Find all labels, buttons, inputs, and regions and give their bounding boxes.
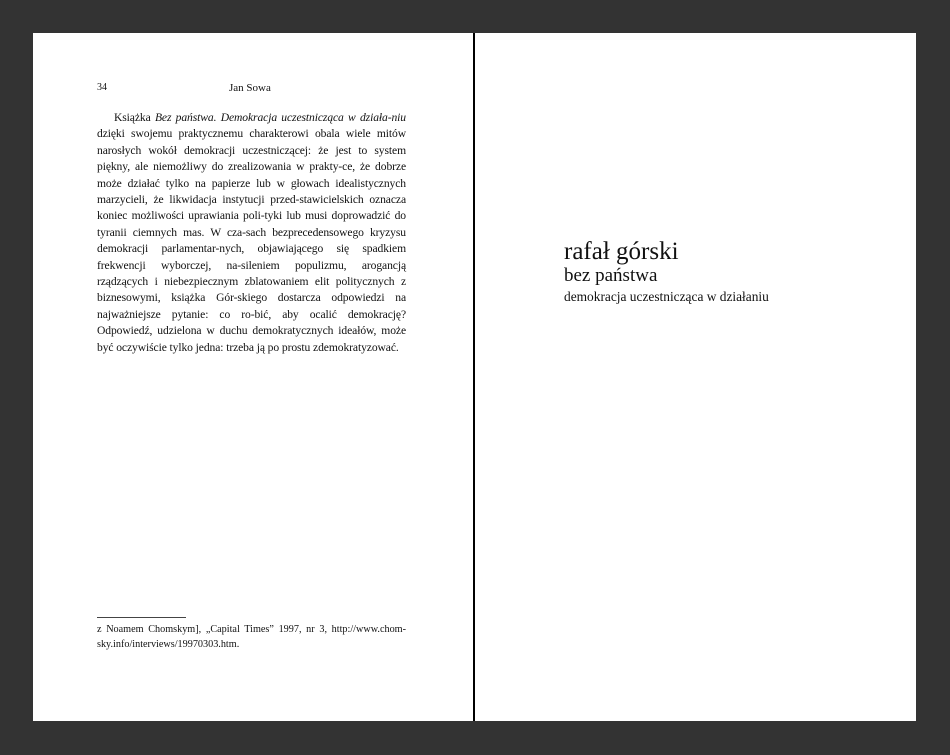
left-page: [33, 33, 474, 721]
paragraph-book-title: Bez państwa. Demokracja uczestnicząca w działa-niu: [154, 111, 406, 124]
paragraph-lead: Książka: [114, 111, 155, 124]
right-page: [475, 33, 916, 721]
book-title: bez państwa: [564, 265, 658, 286]
page-number: 34: [97, 82, 107, 93]
body-paragraph: [97, 110, 406, 356]
book-subtitle: demokracja uczestnicząca w działaniu: [564, 289, 769, 304]
paragraph-rest: dzięki swojemu praktycznemu charakterowi obala wiele mitów narosłych wokół demokracji uczestniczącej: że jest to system piękny, ale niemożliwy do zrealizowania w prakty-ce, że dobrze może działać tylko na papierze lub w głowach idealistycznych marzycieli, że likwidacja instytucji przed-stawicielskich oznacza koniec możliwości uprawiania poli-tyki lub musi doprowadzić do tyranii ciemnych mas. W cza-sach bezprecedensowego kryzysu demokracji parlamentar-nych, objawiającego się spadkiem frekwencji wyborczej, na-sileniem populizmu, arogancją rządzących i niebezpiecznym zblatowaniem elit politycznych z biznesowymi, książka Gór-skiego dostarcza odpowiedzi na najważniejsze pytanie: co ro-bić, aby ocalić demokrację? Odpowiedź, udzielona w duchu demokratycznych ideałów, może być oczywiście tylko jedna: trzeba ją po prostu zdemokratyzować.: [97, 127, 406, 354]
title-block: [564, 239, 769, 306]
footnote: z Noamem Chomskym], „Capital Times” 1997, nr 3, http://www.chom-sky.info/interviews/19970303.htm.: [97, 624, 406, 650]
running-head-author: Jan Sowa: [229, 82, 271, 94]
title-author: rafał górski: [564, 238, 679, 265]
footnote-rule: [97, 617, 186, 618]
